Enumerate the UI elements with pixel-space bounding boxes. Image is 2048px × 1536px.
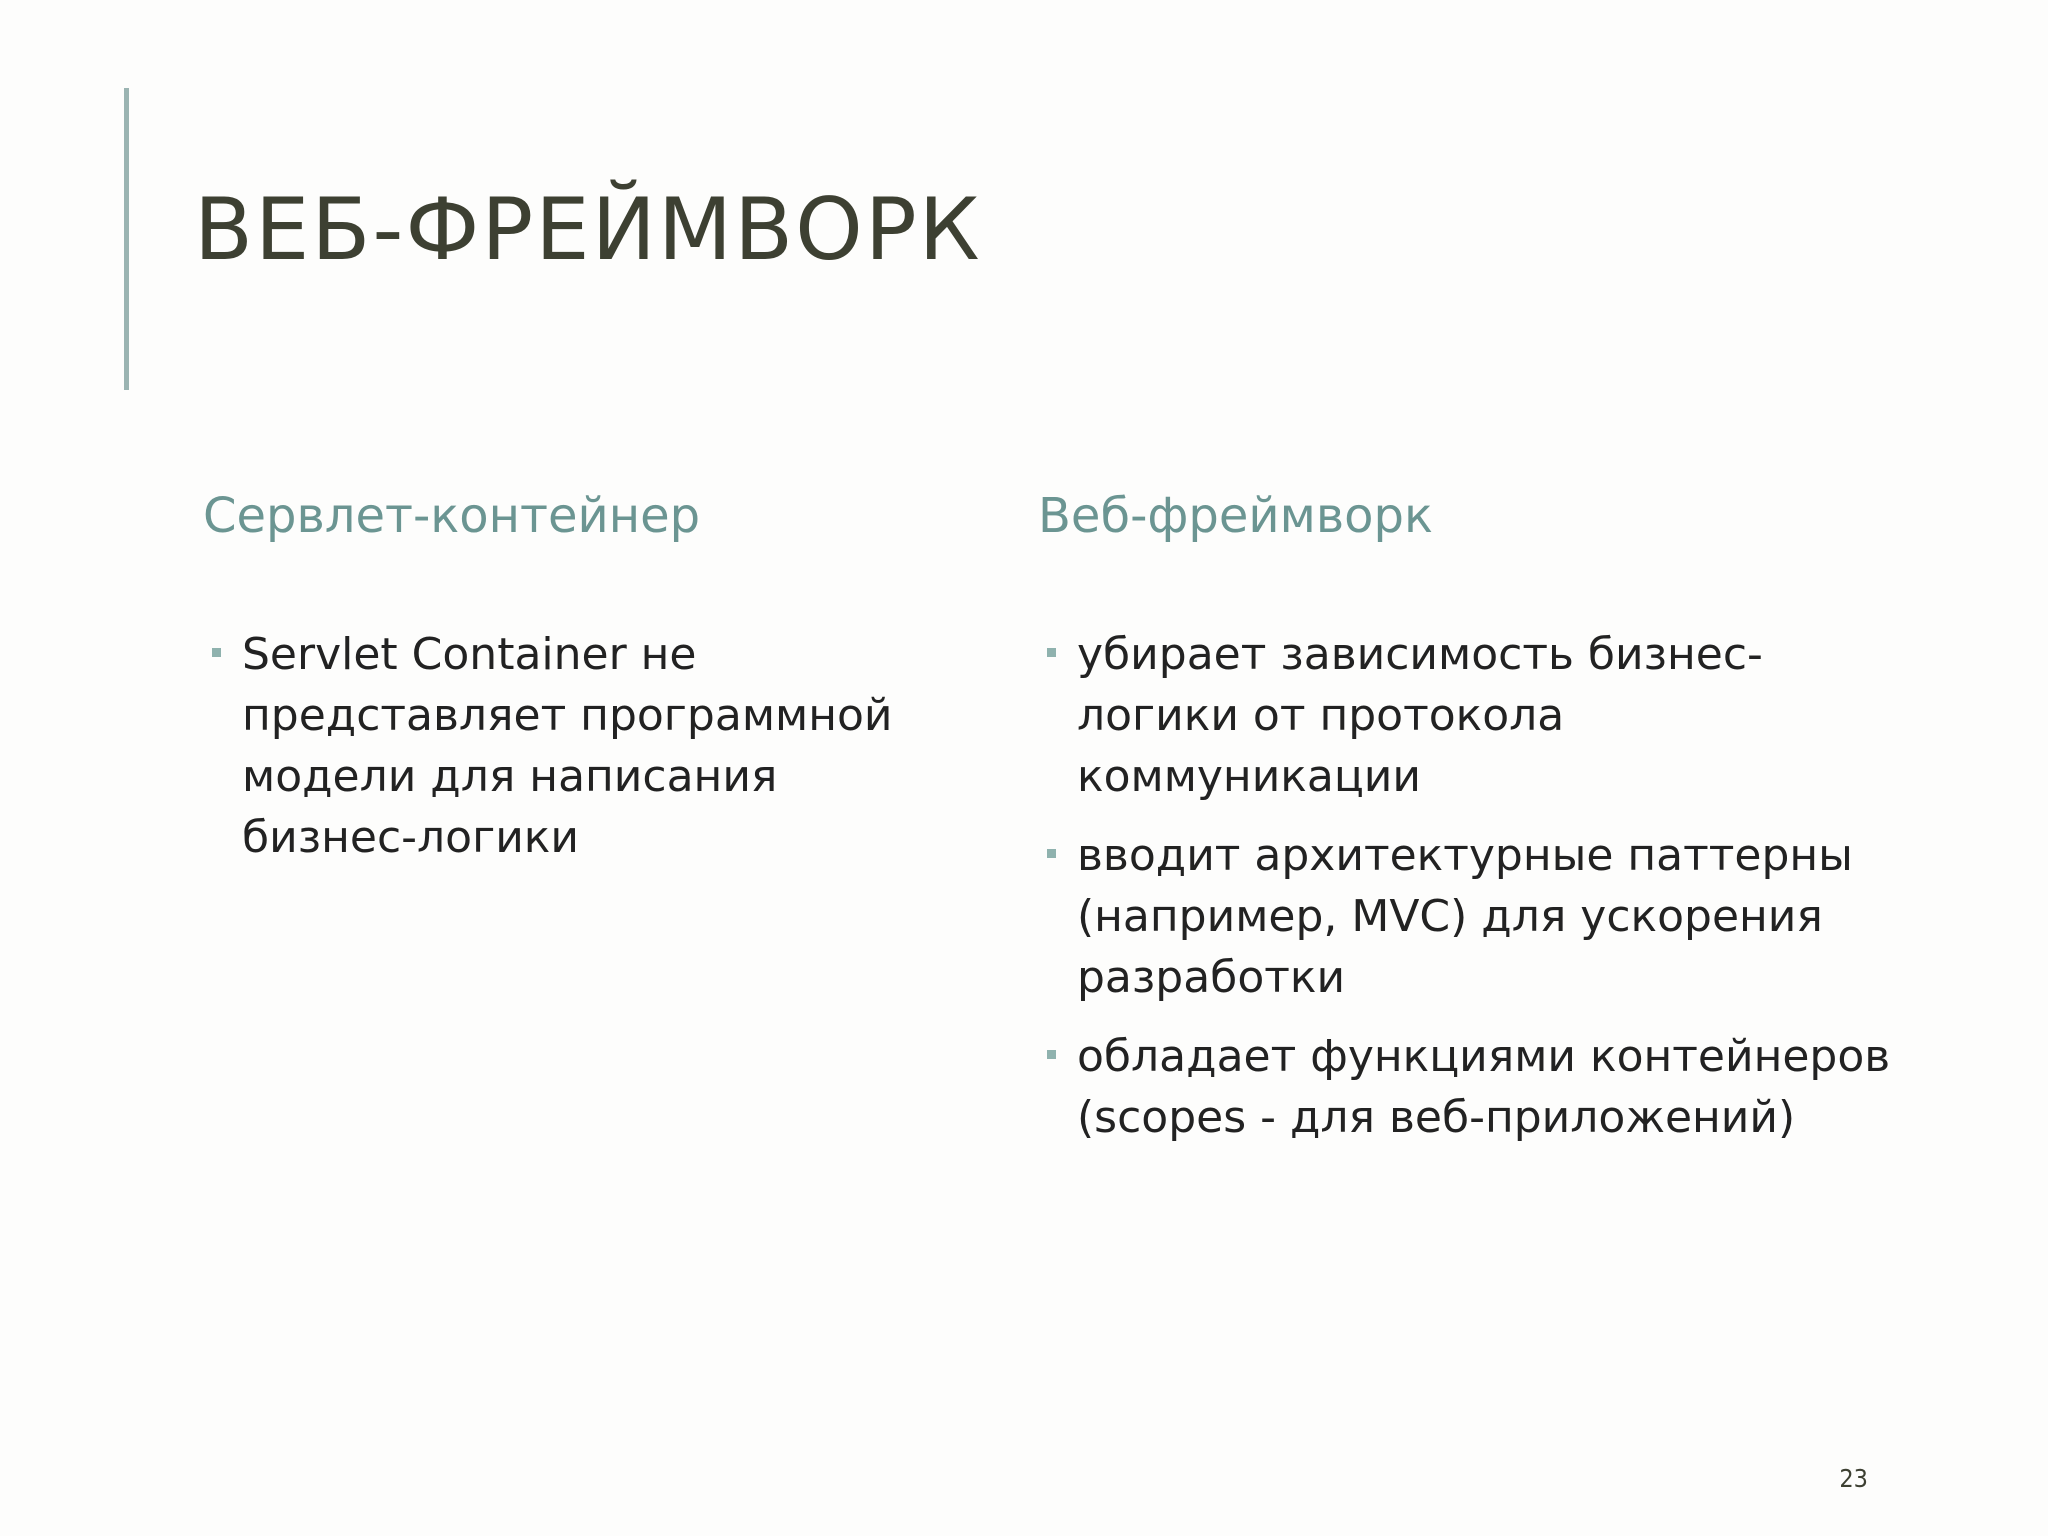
right-column-heading: Веб-фреймворк [1038, 488, 1433, 544]
bullet-text: вводит архитектурные паттерны (например, MVC) для ускорения разработки [1077, 830, 1853, 1003]
left-column-heading: Сервлет-контейнер [203, 488, 701, 544]
slide-title: ВЕБ-ФРЕЙМВОРК [194, 180, 982, 280]
page-number: 23 [1839, 1464, 1868, 1493]
bullet-text: убирает зависимость бизнес-логики от протокола коммуникации [1077, 629, 1763, 802]
right-bullet-list [1038, 624, 1918, 1148]
bullet-item [1038, 825, 1918, 1008]
bullet-square-icon [1047, 648, 1056, 657]
bullet-square-icon [1047, 1050, 1056, 1059]
left-column [203, 480, 963, 886]
bullet-text: обладает функциями контейнеров (scopes - для веб-приложений) [1077, 1031, 1891, 1143]
accent-bar [124, 88, 129, 390]
bullet-text: Servlet Container не представляет программной модели для написания бизнес-логики [242, 629, 893, 863]
left-bullet-list [203, 624, 963, 868]
bullet-square-icon [1047, 849, 1056, 858]
bullet-item [1038, 1026, 1918, 1148]
right-column [1038, 480, 1918, 1166]
bullet-item [203, 624, 963, 868]
bullet-item [1038, 624, 1918, 807]
bullet-square-icon [212, 648, 221, 657]
